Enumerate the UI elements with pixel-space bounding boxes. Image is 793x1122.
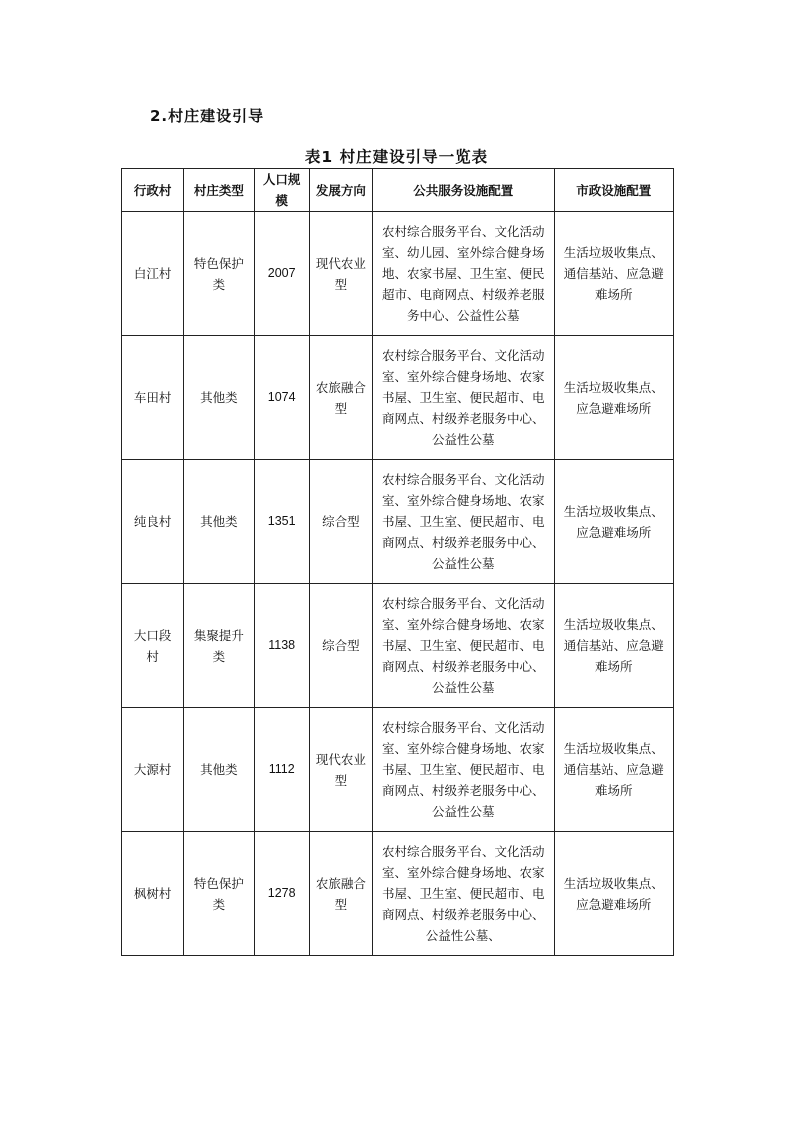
cell-development-direction: 农旅融合型 [309, 336, 372, 460]
village-construction-table [121, 168, 674, 956]
table-caption: 表1 村庄建设引导一览表 [304, 148, 489, 166]
cell-village-name: 枫树村 [122, 832, 184, 956]
cell-development-direction: 综合型 [309, 460, 372, 584]
cell-village-name: 纯良村 [122, 460, 184, 584]
cell-village-type: 特色保护类 [184, 832, 254, 956]
cell-village-type: 其他类 [184, 460, 254, 584]
cell-municipal-facilities: 生活垃圾收集点、通信基站、应急避难场所 [554, 212, 673, 336]
header-public-services: 公共服务设施配置 [372, 169, 554, 212]
header-population: 人口规模 [254, 169, 309, 212]
cell-municipal-facilities: 生活垃圾收集点、应急避难场所 [554, 832, 673, 956]
cell-development-direction: 综合型 [309, 584, 372, 708]
cell-population: 1112 [254, 708, 309, 832]
table-row [122, 336, 674, 460]
cell-population: 1351 [254, 460, 309, 584]
cell-village-name: 大口段村 [122, 584, 184, 708]
table-header-row [122, 169, 674, 212]
cell-municipal-facilities: 生活垃圾收集点、通信基站、应急避难场所 [554, 708, 673, 832]
cell-population: 1138 [254, 584, 309, 708]
cell-municipal-facilities: 生活垃圾收集点、应急避难场所 [554, 336, 673, 460]
cell-village-type: 其他类 [184, 336, 254, 460]
cell-village-name: 白江村 [122, 212, 184, 336]
cell-village-name: 车田村 [122, 336, 184, 460]
table-row [122, 212, 674, 336]
section-heading: 2.村庄建设引导 [150, 107, 265, 125]
cell-population: 1074 [254, 336, 309, 460]
cell-village-type: 其他类 [184, 708, 254, 832]
table-row [122, 832, 674, 956]
cell-development-direction: 农旅融合型 [309, 832, 372, 956]
cell-village-type: 集聚提升类 [184, 584, 254, 708]
cell-public-services: 农村综合服务平台、文化活动室、室外综合健身场地、农家书屋、卫生室、便民超市、电商网点、村级养老服务中心、公益性公墓 [372, 336, 554, 460]
cell-development-direction: 现代农业型 [309, 708, 372, 832]
table-row [122, 584, 674, 708]
cell-municipal-facilities: 生活垃圾收集点、通信基站、应急避难场所 [554, 584, 673, 708]
header-municipal-facilities: 市政设施配置 [554, 169, 673, 212]
header-development-direction: 发展方向 [309, 169, 372, 212]
cell-public-services: 农村综合服务平台、文化活动室、室外综合健身场地、农家书屋、卫生室、便民超市、电商网点、村级养老服务中心、公益性公墓 [372, 584, 554, 708]
cell-village-type: 特色保护类 [184, 212, 254, 336]
header-village-name: 行政村 [122, 169, 184, 212]
table-row [122, 708, 674, 832]
table-row [122, 460, 674, 584]
cell-population: 1278 [254, 832, 309, 956]
cell-village-name: 大源村 [122, 708, 184, 832]
cell-public-services: 农村综合服务平台、文化活动室、室外综合健身场地、农家书屋、卫生室、便民超市、电商网点、村级养老服务中心、公益性公墓 [372, 460, 554, 584]
cell-public-services: 农村综合服务平台、文化活动室、幼儿园、室外综合健身场地、农家书屋、卫生室、便民超市、电商网点、村级养老服务中心、公益性公墓 [372, 212, 554, 336]
cell-population: 2007 [254, 212, 309, 336]
cell-public-services: 农村综合服务平台、文化活动室、室外综合健身场地、农家书屋、卫生室、便民超市、电商网点、村级养老服务中心、公益性公墓、 [372, 832, 554, 956]
cell-development-direction: 现代农业型 [309, 212, 372, 336]
cell-public-services: 农村综合服务平台、文化活动室、室外综合健身场地、农家书屋、卫生室、便民超市、电商网点、村级养老服务中心、公益性公墓 [372, 708, 554, 832]
header-village-type: 村庄类型 [184, 169, 254, 212]
cell-municipal-facilities: 生活垃圾收集点、应急避难场所 [554, 460, 673, 584]
